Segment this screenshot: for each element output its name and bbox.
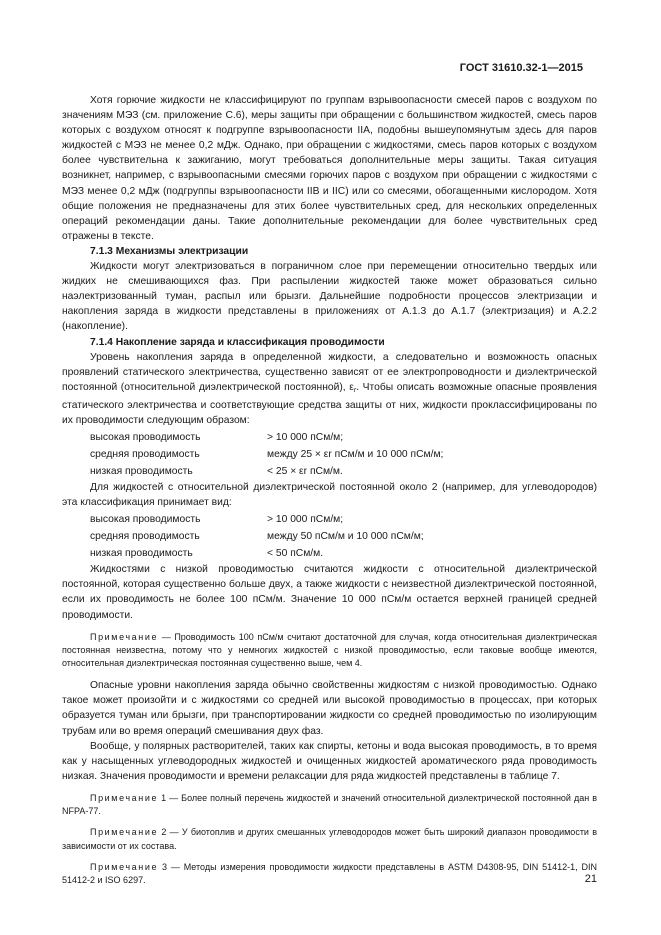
list-value: < 25 × εr пСм/м. [267, 466, 343, 478]
paragraph: Жидкости могут электризоваться в пограничном слое при перемещении относительно твердых или жидких не смешивающихся фаз. При распылении жидкостей также может образоваться сильно наэлектризованный туман, распыл или брызги. Дальнейшие подробности процессов электризации и накопления заряда в жидкости представлены в приложениях от А.1.3 до А.1.7 (электризация) и А.2.2 (накопление). [62, 261, 597, 333]
note-label: Примечание [90, 861, 159, 872]
paragraph: Опасные уровни накопления заряда обычно свойственны жидкостям с низкой проводимостью. Однако такое может произойти и с жидкостями со средней или высокой проводимостью в процессах, при которых образуется туман или брызги, при транспортировании жидкости со средней проводимостью по изолирующим трубам или во время операций смешивания двух фаз. [62, 680, 597, 737]
note-text: — Проводимость 100 пСм/м считают достаточной для случая, когда относительная диэлектрическая постоянная неизвестна, потому что у немногих жидкостей с низкой проводимостью, если таковые вообще имеются, относительная диэлектрическая постоянная существенно выше, чем 4. [62, 631, 597, 669]
note-label: Примечание [90, 792, 159, 803]
list-value: > 10 000 пСм/м; [267, 432, 344, 444]
section-heading-7-1-3: 7.1.3 Механизмы электризации [90, 245, 249, 257]
note-1 [62, 792, 597, 818]
list-item [62, 463, 597, 480]
page-number: 21 [584, 873, 597, 885]
hydrocarbon-conductivity-list [62, 511, 597, 562]
paragraph-text: Уровень накопления заряда в определенной жидкости, а следовательно и возможность опасных проявлений статического электричества, существенно зависят от ее электропроводности и диэлектрической постоянной (относительной диэлектрической постоянной), ε [62, 351, 597, 393]
document-body [62, 93, 597, 895]
note-3 [62, 861, 597, 887]
paragraph: Жидкостями с низкой проводимостью считаются жидкости с относительной диэлектрической постоянной, которая существенно больше двух, а также жидкости с неизвестной диэлектрической постоянной, если их проводимость не более 100 пСм/м. Значение 10 000 пСм/м остается верхней границей средней проводимости. [62, 564, 597, 621]
note-label: Примечание [90, 631, 159, 642]
list-key: средняя проводимость [90, 449, 200, 461]
list-key: низкая проводимость [90, 466, 193, 478]
paragraph: Вообще, у полярных растворителей, таких как спирты, кетоны и вода высокая проводимость, в то время как у насыщенных углеводородных жидкостей и очищенных жидкостей ароматического ряда проводимость низкая. Значения проводимости и времени релаксации для ряда жидкостей представлены в таблице 7. [62, 740, 597, 782]
list-key: высокая проводимость [90, 432, 201, 444]
list-value: < 50 пСм/м. [267, 548, 324, 560]
paragraph [62, 350, 597, 428]
note-text: 3 — Методы измерения проводимости жидкости представлены в ASTM D4308-95, DIN 51412-1, DIN 51412-2 и ISO 6297. [62, 861, 597, 885]
document-id: ГОСТ 31610.32-1—2015 [459, 62, 583, 74]
note-2 [62, 826, 597, 852]
note-text: 1 — Более полный перечень жидкостей и значений относительной диэлектрической постоянной дан в NFPA-77. [62, 792, 597, 817]
note-text: 2 — У биотоплив и других смешанных углеводородов может быть широкий диапазон проводимости в зависимости от их состава. [62, 827, 597, 851]
list-value: между 50 пСм/м и 10 000 пСм/м; [267, 531, 424, 543]
list-item [62, 446, 597, 463]
subscript: r [353, 386, 357, 394]
conductivity-list [62, 429, 597, 480]
list-key: высокая проводимость [90, 514, 201, 526]
note-label: Примечание [90, 827, 159, 838]
section-heading-7-1-4: 7.1.4 Накопление заряда и классификация проводимости [90, 336, 385, 348]
list-key: средняя проводимость [90, 531, 200, 543]
list-value: между 25 × εr пСм/м и 10 000 пСм/м; [267, 449, 444, 461]
paragraph-text: . Чтобы описать возможные опасные проявления статического электричества и соответствующие средства защиты от них, жидкости проклассифицированы по их проводимости следующим образом: [62, 381, 597, 426]
paragraph: Хотя горючие жидкости не классифицируют по группам взрывоопасности смесей паров с воздухом по значениям МЭЗ (см. приложение С.6), меры защиты при обращении с большинством жидкостей, смесь паров которых с воздухом относят к подгруппе взрывоопасности IIA, подобны вышеупомянутым здесь для паров жидкостей с МЭЗ не менее 0,2 мДж. Однако, при обращении с жидкостями, смесь паров которых с воздухом более чувствительна к зажиганию, могут требоваться дополнительные меры защиты. Такая ситуация возникнет, например, с взрывоопасными смесями горючих паров с воздухом при обращении с жидкостями с МЭЗ менее 0,2 мДж (подгруппы взрывоопасности IIB и IIC) или со смесями, обогащенными кислородом. Хотя общие положения не предназначены для этих более чувствительных сред, для нескольких определенных операций рекомендации даны. Такие дополнительные рекомендации для более чувствительных сред отражены в тексте. [62, 95, 597, 242]
list-item [62, 429, 597, 446]
list-value: > 10 000 пСм/м; [267, 514, 344, 526]
list-item [62, 511, 597, 528]
note [62, 631, 597, 671]
paragraph: Для жидкостей с относительной диэлектрической постоянной около 2 (например, для углеводородов) эта классификация принимает вид: [62, 482, 597, 509]
list-item [62, 545, 597, 562]
list-key: низкая проводимость [90, 548, 193, 560]
list-item [62, 528, 597, 545]
